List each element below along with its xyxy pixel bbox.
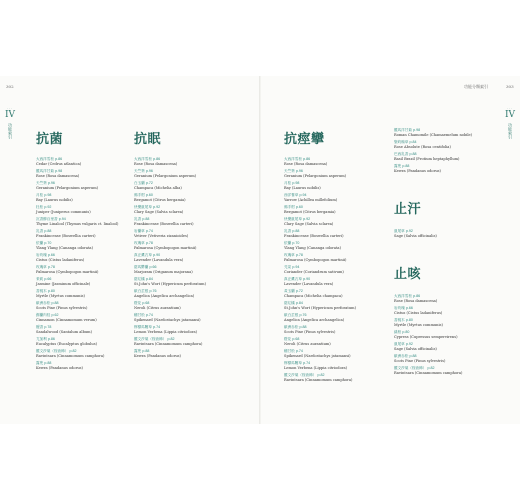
entry-page-ref: p.82 [317,373,325,377]
entry-latin-name: Spikenard (Nardostachys jatamansi) [134,318,201,322]
index-entry [36,301,96,311]
entry-latin-name: Angelica (Angelica archangelica) [134,294,195,298]
entry-page-ref: p.84 [409,140,417,144]
category-heading: 止汗 [394,202,422,217]
section-roman: IV [4,110,16,120]
entry-chinese-text: 檸檬馬鞭草 [134,325,152,329]
entry-chinese-text: 大西洋雪松 [284,157,302,161]
index-entry [284,289,344,299]
index-entry [134,229,194,239]
entry-chinese-text: 穗甘松 [284,349,295,353]
entry-page-ref: p.86 [303,157,311,161]
index-entry [36,277,96,287]
entry-chinese-text: 巴西乳香 [394,152,409,156]
index-entry [284,157,344,167]
entry-chinese-text: 歐白芷根 [284,313,299,317]
entry-latin-name: Ylang Ylang (Cananga odorata) [36,246,93,250]
entry-page-ref: p.98 [55,169,63,173]
index-entry [284,181,344,191]
entry-latin-name: Cedar (Cedrus atlantica) [36,162,82,166]
index-entry [36,217,119,227]
left-section-tab [4,106,16,139]
index-entry [394,318,454,328]
entry-latin-name: Lemon Verbena (Lippia citriodora) [134,330,198,334]
entry-latin-name: Bergamot (Citrus bergamia) [134,198,186,202]
entry-page-ref: p.66 [405,306,413,310]
entry-page-ref: p.88 [292,229,300,233]
index-column-3 [284,128,356,385]
index-entry [394,229,454,239]
index-column-4 [394,128,473,378]
entry-chinese-text: 香桃木 [394,318,405,322]
entry-chinese-text: 白玉蘭 [134,181,145,185]
entry-latin-name: Sandalwood (Santalum album) [36,330,92,334]
entry-chinese-text: 鼠尾草 [394,342,405,346]
index-entry [36,289,96,299]
entry-page-ref: p.80 [47,289,55,293]
index-entry [36,349,105,359]
entry-latin-name: Rose (Rosa damascena) [134,162,178,166]
entry-chinese-text: 月桂 [284,181,292,185]
entry-latin-name: Sage (Salvia officinalis) [394,347,437,351]
entry-chinese-text: 乳香 [134,217,142,221]
entry-chinese-text: 芫荽 [284,265,292,269]
entry-latin-name: Frankincense (Boswellia carteri) [134,222,194,226]
index-entry [134,181,194,191]
index-entry [36,169,96,179]
entry-page-ref: p.88 [299,325,307,329]
tab-dots: ··· [507,106,513,110]
entry-page-ref: p.80 [402,330,410,334]
index-entry [36,229,96,239]
entry-chinese-text: 香桃木 [36,289,47,293]
entry-chinese-text: 檀香 [36,325,44,329]
entry-page-ref: p.88 [44,361,52,365]
entry-latin-name: Cypress (Cupressus sempervirens) [394,335,458,339]
entry-latin-name: Neroli (Citrus aurantium) [134,306,181,310]
index-entry [36,265,99,275]
category-heading: 止咳 [394,267,422,282]
entry-latin-name: Ravintsara (Cinnamomum camphora) [284,378,353,382]
entry-page-ref: p.84 [295,301,303,305]
index-entry [134,277,206,287]
entry-page-ref: p.88 [402,164,410,168]
index-entry [36,337,96,347]
index-entry [284,373,353,383]
entry-chinese-text: 甜馬鬱蘭 [134,265,149,269]
entry-page-ref: p.86 [413,294,421,298]
entry-page-ref: p.88 [51,301,59,305]
index-entry [284,169,347,179]
entry-latin-name: Ravintsara (Cinnamomum camphora) [36,354,105,358]
right-section-tab [504,106,516,139]
entry-latin-name: Cinnamon (Cinnamomum verum) [36,318,97,322]
index-entry [284,217,344,227]
entry-chinese-text: 大西洋雪松 [36,157,54,161]
index-entry [36,325,96,335]
entry-latin-name: Eucalyptus (Eucalyptus globulus) [36,342,97,346]
entry-latin-name: Frankincense (Boswellia carteri) [36,234,96,238]
entry-latin-name: Vetiver (Vetiveria zizanioides) [134,234,189,238]
left-page-number: 302 [6,84,14,89]
entry-chinese-text: 歐洲赤松 [284,325,299,329]
index-entry [284,265,344,275]
index-entry [134,169,197,179]
entry-latin-name: Geranium (Pelargonium asperum) [134,174,197,178]
index-entry [394,354,454,364]
index-entry [134,325,198,335]
entry-page-ref: p.88 [44,229,52,233]
entry-latin-name: Ravintsara (Cinnamomum camphora) [394,371,463,375]
entry-page-ref: p.60 [295,205,303,209]
entry-page-ref: p.92 [44,205,52,209]
entry-page-ref: p.96 [295,169,303,173]
entry-chinese-text: 西洋蓍草 [284,193,299,197]
index-entry [36,361,96,371]
entry-latin-name: Bergamot (Citrus bergamia) [284,210,336,214]
index-entry [284,337,344,347]
index-entry [36,253,96,263]
entry-page-ref: p.84 [145,277,153,281]
entry-latin-name: Clary Sage (Salvia sclarea) [134,210,184,214]
index-entry [284,361,348,371]
entry-chinese-text: 岩蘭草 [134,229,145,233]
index-entry [134,313,201,323]
entry-page-ref: p.72 [145,181,153,185]
index-entry [394,330,458,340]
entry-page-ref: p.74 [295,349,303,353]
entry-latin-name: Rose (Rosa damascena) [284,162,328,166]
entry-latin-name: Ravintsara (Cinnamomum camphora) [134,342,203,346]
entry-page-ref: p.70 [44,241,52,245]
entry-chinese-text: 甜紅橘 [284,301,295,305]
entry-chinese-text: 快樂鼠尾草 [284,217,302,221]
index-entry [134,157,194,167]
entry-chinese-text: 露兜 [134,349,142,353]
index-entry [36,157,96,167]
entry-latin-name: St.John's Wort (Hypericum perforatum) [284,306,356,310]
entry-page-ref: p.68 [292,337,300,341]
entry-page-ref: p.76 [299,313,307,317]
entry-latin-name: Kewra (Pandanus odorus) [134,354,181,358]
entry-chinese-text: 露兜 [394,164,402,168]
index-entry [284,313,344,323]
index-entry [394,128,473,138]
entry-latin-name: Juniper (Juniperus communis) [36,210,91,214]
entry-latin-name: St.John's Wort (Hypericum perforatum) [134,282,206,286]
index-entry [134,217,194,227]
index-column-2 [134,128,206,361]
entry-chinese-text: 穗甘松 [134,313,145,317]
entry-latin-name: Bay (Laurus nobilis) [36,198,73,202]
entry-page-ref: p.72 [295,289,303,293]
entry-chinese-text: 岩玫瑰 [394,306,405,310]
entry-page-ref: p.86 [55,157,63,161]
entry-chinese-text: 歐洲赤松 [394,354,409,358]
entry-latin-name: Myrtle (Myrtus communis) [394,323,443,327]
tab-dots: ··· [7,106,13,110]
book-gutter [259,76,261,424]
index-entry [394,306,454,316]
entry-page-ref: p.60 [145,193,153,197]
index-entry [134,301,194,311]
entry-page-ref: p.78 [295,253,303,257]
index-entry [394,152,460,162]
entry-page-ref: p.98 [44,193,52,197]
index-entry [284,193,344,203]
entry-page-ref: p.92 [405,229,413,233]
entry-chinese-text: 羅文莎葉（桉油樟） [284,373,317,377]
entry-latin-name: Cistus (Cistus ladaniferus) [36,258,85,262]
entry-latin-name: Rose (Rosa damascena) [394,299,438,303]
right-page-number: 303 [506,84,514,89]
entry-page-ref: p.74 [153,325,161,329]
running-head: 功能分類索引 [464,84,488,89]
index-entry [36,313,96,323]
entry-latin-name: Geranium (Pelargonium asperum) [284,174,347,178]
entry-page-ref: p.92 [153,205,161,209]
index-entry [284,229,344,239]
entry-latin-name: Frankincense (Boswellia carteri) [284,234,344,238]
entry-page-ref: p.66 [149,265,157,269]
entry-chinese-text: 絲柏 [394,330,402,334]
index-entry [394,294,454,304]
entry-latin-name: Thyme Linalool (Thymus vulgaris ct. linalool) [36,222,119,226]
entry-latin-name: Bay (Laurus nobilis) [284,186,321,190]
index-entry [394,366,463,376]
index-entry [284,349,351,359]
entry-chinese-text: 鼠尾草 [394,229,405,233]
entry-latin-name: Coriander (Coriandrum sativum) [284,270,344,274]
index-entry [284,325,344,335]
entry-chinese-text: 歐洲赤松 [36,301,51,305]
index-entry [36,241,96,251]
entry-page-ref: p.98 [413,128,421,132]
entry-latin-name: Geranium (Pelargonium asperum) [36,186,99,190]
entry-page-ref: p.66 [47,253,55,257]
entry-latin-name: Sage (Salvia officinalis) [394,234,437,238]
entry-page-ref: p.66 [44,277,52,281]
entry-chinese-text: 大西洋雪松 [394,294,412,298]
entry-latin-name: Lavender (Lavandula vera) [134,258,184,262]
entry-chinese-text: 甜紅橘 [134,277,145,281]
index-entry [394,164,454,174]
entry-chinese-text: 羅文莎葉（桉油樟） [134,337,167,341]
entry-page-ref: p.78 [145,241,153,245]
index-entry [394,140,454,150]
entry-latin-name: Scots Pine (Pinus sylvestris) [284,330,336,334]
index-entry [134,241,197,251]
entry-page-ref: p.74 [303,361,311,365]
index-entry [134,253,194,263]
entry-chinese-text: 天竺葵 [36,181,47,185]
entry-latin-name: Kewra (Pandanus odorus) [394,169,441,173]
entry-chinese-text: 尤加利 [36,337,47,341]
entry-chinese-text: 佛手柑 [284,205,295,209]
entry-latin-name: Clary Sage (Salvia sclarea) [284,222,334,226]
entry-chinese-text: 依蘭 [284,241,292,245]
entry-latin-name: Scots Pine (Pinus sylvestris) [36,306,88,310]
entry-page-ref: p.86 [153,157,161,161]
entry-latin-name: Rose Absolute (Rosa centifolia) [394,145,451,149]
entry-page-ref: p.82 [69,349,77,353]
index-entry [36,181,99,191]
index-entry [394,342,454,352]
index-entry [134,349,194,359]
entry-chinese-text: 乳香 [36,229,44,233]
entry-latin-name: Cistus (Cistus ladaniferus) [394,311,443,315]
category-heading: 抗痙攣 [284,132,325,147]
entry-latin-name: Basil Brazil (Protium heptaphyllum) [394,157,460,161]
entry-chinese-text: 黃玉蘭 [284,289,295,293]
entry-chinese-text: 聖約翰草 [394,140,409,144]
entry-latin-name: Spikenard (Nardostachys jatamansi) [284,354,351,358]
index-entry [284,277,344,287]
entry-chinese-text: 錫蘭肉桂 [36,313,51,317]
entry-page-ref: p.94 [58,217,66,221]
entry-chinese-text: 玫瑰草 [134,241,145,245]
entry-chinese-text: 橙花 [284,337,292,341]
book-spread [0,76,520,424]
entry-chinese-text: 羅馬洋甘菊 [36,169,54,173]
entry-page-ref: p.96 [145,169,153,173]
entry-chinese-text: 羅文莎葉（桉油樟） [394,366,427,370]
entry-page-ref: p.62 [51,313,59,317]
entry-page-ref: p.88 [409,354,417,358]
entry-page-ref: p.92 [303,217,311,221]
category-heading: 抗菌 [36,132,64,147]
entry-page-ref: p.70 [292,241,300,245]
index-entry [284,253,347,263]
entry-page-ref: p.90 [153,253,161,257]
entry-latin-name: Yarrow (Achillea millefolium) [284,198,338,202]
entry-chinese-text: 天竺葵 [134,169,145,173]
entry-page-ref: p.74 [145,313,153,317]
entry-chinese-text: 真正薰衣草 [284,277,302,281]
entry-page-ref: p.74 [145,229,153,233]
entry-page-ref: p.96 [47,181,55,185]
entry-chinese-text: 橙花 [134,301,142,305]
entry-page-ref: p.80 [405,318,413,322]
entry-latin-name: Champaca (Michelia alba) [134,186,182,190]
entry-chinese-text: 月桂 [36,193,44,197]
entry-chinese-text: 羅文莎葉（桉油樟） [36,349,69,353]
entry-chinese-text: 檸檬馬鞭草 [284,361,302,365]
entry-page-ref: p.68 [142,301,150,305]
entry-chinese-text: 茉莉 [36,277,44,281]
index-column-1 [36,128,119,373]
category-heading: 抗眠 [134,132,162,147]
entry-page-ref: p.88 [409,152,417,156]
index-entry [36,205,96,215]
index-entry [284,301,356,311]
index-entry [134,337,203,347]
entry-chinese-text: 杜松 [36,205,44,209]
entry-latin-name: Myrtle (Myrtus communis) [36,294,85,298]
entry-latin-name: Ylang Ylang (Cananga odorata) [284,246,341,250]
entry-latin-name: Champaca (Michelia champaca) [284,294,343,298]
entry-latin-name: Roman Chamomile (Chamaemelum nobile) [394,133,473,137]
entry-page-ref: p.86 [47,337,55,341]
entry-page-ref: p.78 [47,265,55,269]
entry-chinese-text: 真正薰衣草 [134,253,152,257]
entry-chinese-text: 依蘭 [36,241,44,245]
entry-latin-name: Jasmine (Jasminum officinale) [36,282,91,286]
index-entry [36,193,96,203]
index-entry [284,205,344,215]
section-vertical-label: 功能索引 [8,123,13,139]
entry-chinese-text: 大西洋雪松 [134,157,152,161]
entry-chinese-text: 天竺葵 [284,169,295,173]
entry-chinese-text: 岩玫瑰 [36,253,47,257]
entry-chinese-text: 玫瑰草 [36,265,47,269]
entry-chinese-text: 佛手柑 [134,193,145,197]
entry-chinese-text: 露兜 [36,361,44,365]
entry-page-ref: p.82 [167,337,175,341]
entry-chinese-text: 羅馬洋甘菊 [394,128,412,132]
entry-page-ref: p.98 [292,181,300,185]
entry-page-ref: p.88 [142,349,150,353]
index-entry [284,241,344,251]
index-entry [134,193,194,203]
entry-page-ref: p.94 [299,193,307,197]
entry-latin-name: Lavender (Lavandula vera) [284,282,334,286]
entry-latin-name: Palmarosa (Cymbopogon martinii) [36,270,99,274]
entry-page-ref: p.76 [149,289,157,293]
index-entry [134,205,194,215]
entry-latin-name: Neroli (Citrus aurantium) [284,342,331,346]
entry-latin-name: Kewra (Pandanus odorus) [36,366,83,370]
entry-page-ref: p.94 [292,265,300,269]
entry-latin-name: Palmarosa (Cymbopogon martinii) [284,258,347,262]
entry-chinese-text: 歐白芷根 [134,289,149,293]
entry-page-ref: p.90 [303,277,311,281]
entry-page-ref: p.88 [142,217,150,221]
index-entry [134,265,194,275]
entry-chinese-text: 快樂鼠尾草 [134,205,152,209]
section-vertical-label: 功能索引 [508,123,513,139]
entry-chinese-text: 乳香 [284,229,292,233]
entry-latin-name: Scots Pine (Pinus sylvestris) [394,359,446,363]
entry-latin-name: Angelica (Angelica archangelica) [284,318,345,322]
entry-latin-name: Marjoram (Origanum majorana) [134,270,193,274]
entry-page-ref: p.78 [44,325,52,329]
entry-chinese-text: 玫瑰草 [284,253,295,257]
entry-chinese-text: 沉香醇百里香 [36,217,58,221]
index-entry [134,289,194,299]
entry-latin-name: Rose (Rosa damascena) [36,174,80,178]
entry-latin-name: Lemon Verbena (Lippia citriodora) [284,366,348,370]
entry-page-ref: p.82 [427,366,435,370]
entry-page-ref: p.92 [405,342,413,346]
section-roman: IV [504,110,516,120]
entry-latin-name: Palmarosa (Cymbopogon martinii) [134,246,197,250]
